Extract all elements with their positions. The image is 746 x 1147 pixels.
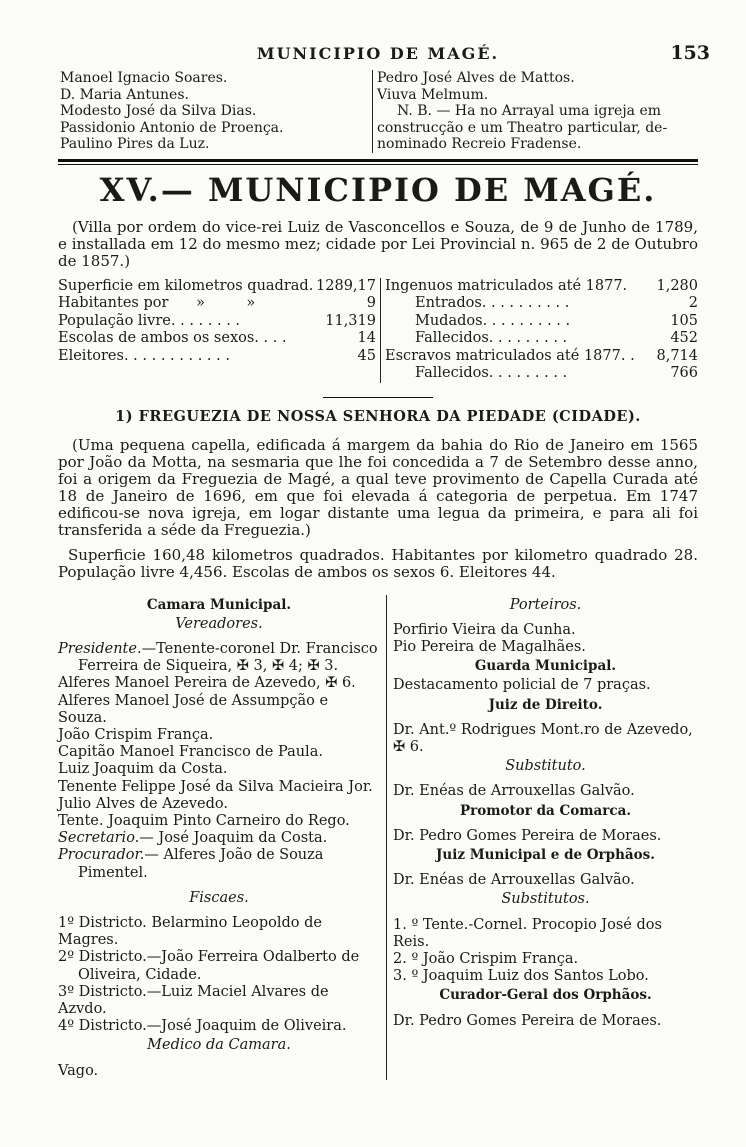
juiz-direito-heading: Juiz de Direito. [488, 696, 603, 713]
guarda-heading: Guarda Municipal. [474, 658, 617, 675]
medico-text: Vago. [58, 1062, 99, 1079]
stat-value: 452 [670, 330, 698, 346]
list-item: Tenente Felippe José da Silva Macieira Jor. [58, 778, 373, 795]
list-item: Tente. Joaquim Pinto Carneiro do Rego. [58, 812, 350, 829]
secretario-text: — José Joaquim da Costa. [139, 830, 328, 847]
list-item: 2º Districto.—João Ferreira Odalberto de Oliveira, Cidade. [58, 949, 360, 983]
note-line: nominado Recreio Fradense. [377, 136, 582, 152]
stat-label: População livre. . . . . . . . [58, 312, 241, 329]
fiscaes-heading: Fiscaes. [189, 889, 249, 906]
vereadores-heading: Vereadores. [175, 615, 263, 632]
secretario-entry [58, 830, 380, 847]
section-intro: (Villa por ordem do vice-rei Luiz de Vasconcellos e Souza, de 9 de Junho de 1789, e installada em 12 do mesmo mez; cidade por Lei Provincial n. 965 de 2 de Outubro de 1857.) [58, 217, 698, 270]
parish-title: 1) FREGUEZIA DE NOSSA SENHORA DA PIEDADE (CIDADE). [115, 407, 641, 425]
list-item: Modesto José da Silva Dias. [60, 103, 257, 119]
porteiros-heading: Porteiros. [509, 596, 582, 613]
list-item: D. Maria Antunes. [60, 86, 189, 103]
stat-label: Escravos matriculados até 1877. . [385, 347, 635, 364]
stat-value: 105 [670, 312, 698, 329]
list-item: Pio Pereira de Magalhães. [393, 638, 586, 655]
procurador-entry [58, 847, 380, 881]
list-item: Julio Alves de Azevedo. [58, 795, 228, 812]
stat-value: 11,319 [325, 312, 376, 329]
list-item: Porfirio Vieira da Cunha. [393, 621, 576, 638]
substituto-text: Dr. Enéas de Arrouxellas Galvão. [393, 783, 635, 800]
stat-row [58, 278, 376, 296]
divider [323, 397, 433, 398]
stat-value: 14 [357, 330, 376, 346]
stat-value: 8,714 [656, 347, 698, 364]
presidente-entry [58, 641, 380, 675]
substituto-heading: Substituto. [505, 758, 586, 775]
stat-row [58, 348, 376, 366]
curador-text: Dr. Pedro Gomes Pereira de Moraes. [393, 1012, 662, 1029]
list-item: Manoel Ignacio Soares. [60, 70, 228, 86]
stat-row [385, 278, 698, 296]
previous-section-right [372, 70, 698, 153]
procurador-text: — Alferes João de Souza Pimentel. [78, 847, 324, 881]
divider [58, 159, 698, 162]
stat-label: Eleitores. . . . . . . . . . . . [58, 347, 230, 364]
stat-row [58, 295, 376, 313]
medico-heading: Medico da Camara. [147, 1037, 291, 1054]
list-item: Pedro José Alves de Mattos. [377, 70, 575, 86]
stat-value: 1,280 [656, 277, 698, 294]
juiz-municipal-heading: Juiz Municipal e de Orphãos. [436, 846, 655, 863]
stat-label: Escolas de ambos os sexos. . . . [58, 330, 287, 346]
stat-row [385, 365, 698, 383]
list-item: Alferes Manoel Pereira de Azevedo, ✠ 6. [58, 675, 356, 692]
stat-label: Fallecidos. . . . . . . . . [415, 365, 568, 381]
list-item: Alferes Manoel José de Assumpção e Souza. [58, 692, 329, 726]
stat-label: Habitantes por » » [58, 295, 256, 311]
promotor-text: Dr. Pedro Gomes Pereira de Moraes. [393, 827, 662, 844]
substitutos-heading: Substitutos. [501, 891, 590, 908]
presidente-text: —Tenente-coronel Dr. Francisco Ferreira de Siqueira, ✠ 3, ✠ 4; ✠ 3. [78, 640, 378, 675]
list-item: Capitão Manoel Francisco de Paula. [58, 744, 323, 761]
stat-row [385, 330, 698, 348]
stat-value: 45 [357, 347, 376, 364]
page [58, 42, 710, 1080]
officials-right [386, 595, 698, 1080]
list-item: 4º Districto.—José Joaquim de Oliveira. [58, 1018, 347, 1035]
camara-heading: Camara Municipal. [146, 596, 292, 613]
promotor-heading: Promotor da Comarca. [459, 802, 632, 819]
presidente-label: Presidente. [58, 640, 142, 657]
stats-table [58, 278, 698, 383]
section-title: XV.— MUNICIPIO DE MAGÉ. [99, 170, 657, 209]
stat-row [58, 330, 376, 348]
juiz-municipal-text: Dr. Enéas de Arrouxellas Galvão. [393, 872, 635, 889]
curador-heading: Curador-Geral dos Orphãos. [439, 987, 652, 1004]
list-item: Luiz Joaquim da Costa. [58, 761, 228, 778]
list-item: Viuva Melmum. [377, 86, 489, 103]
stat-value: 1289,17 [316, 277, 376, 294]
stats-right [381, 278, 698, 383]
list-item: Paulino Pires da Luz. [60, 136, 210, 152]
running-title: MUNICIPIO DE MAGÉ. [256, 44, 500, 63]
stat-row [385, 348, 698, 366]
list-item: 2. º João Crispim França. [393, 950, 579, 967]
page-number: 153 [670, 42, 710, 64]
list-item: João Crispim França. [58, 726, 214, 743]
note-line: N. B. — Ha no Arrayal uma igreja em [397, 103, 662, 119]
list-item: 1º Districto. Belarmino Leopoldo de Magres. [58, 914, 322, 949]
note-line: construcção e um Theatro particular, de- [377, 119, 668, 136]
parish-history: (Uma pequena capella, edificada á margem da bahia do Rio de Janeiro em 1565 por João da Motta, na sesmaria que lhe foi concedida a 7 de Setembro desse anno, foi a origem da Freguezia de Magé, a qual teve provimento de Capella Curada até 18 de Janeiro de 1696, em que foi elevada á categoria de perpetua. Em 1747 edificou-se nova igreja, em logar distante uma legua da primeira, e para ali foi transferida a séde da Freguezia.) [58, 435, 698, 539]
officials-left [58, 595, 386, 1080]
stat-label: Ingenuos matriculados até 1877. [385, 277, 628, 294]
previous-section-left [58, 70, 372, 153]
spacer [58, 882, 380, 888]
officials-columns [58, 595, 698, 1080]
parish-summary: Superficie 160,48 kilometros quadrados. Habitantes por kilometro quadrado 28. População livre 4,456. Escolas de ambos os sexos 6. Eleitores 44. [58, 545, 698, 581]
stat-value: 9 [366, 295, 376, 311]
secretario-label: Secretario. [58, 830, 140, 847]
previous-section [58, 70, 698, 153]
stat-label: Mudados. . . . . . . . . . [415, 312, 571, 329]
stat-label: Superficie em kilometros quadrad. [58, 277, 314, 294]
procurador-label: Procurador. [58, 847, 145, 864]
stat-label: Fallecidos. . . . . . . . . [415, 330, 568, 346]
stat-label: Entrados. . . . . . . . . . [415, 295, 570, 311]
stat-row [385, 295, 698, 313]
divider [58, 164, 698, 165]
list-item: 3º Districto.—Luiz Maciel Alvares de Azvdo. [58, 983, 329, 1017]
juiz-direito-text: Dr. Ant.º Rodrigues Mont.ro de Azevedo, ✠ 6. [393, 721, 693, 755]
running-header [58, 42, 710, 68]
list-item: 1. º Tente.-Cornel. Procopio José dos Reis. [393, 916, 662, 950]
stat-value: 766 [670, 365, 698, 381]
stat-value: 2 [688, 295, 698, 311]
list-item: 3. º Joaquim Luiz dos Santos Lobo. [393, 968, 649, 985]
stat-row [58, 313, 376, 331]
stats-left [58, 278, 381, 383]
stat-row [385, 313, 698, 331]
list-item: Passidonio Antonio de Proença. [60, 119, 284, 136]
guarda-text: Destacamento policial de 7 praças. [393, 677, 651, 694]
